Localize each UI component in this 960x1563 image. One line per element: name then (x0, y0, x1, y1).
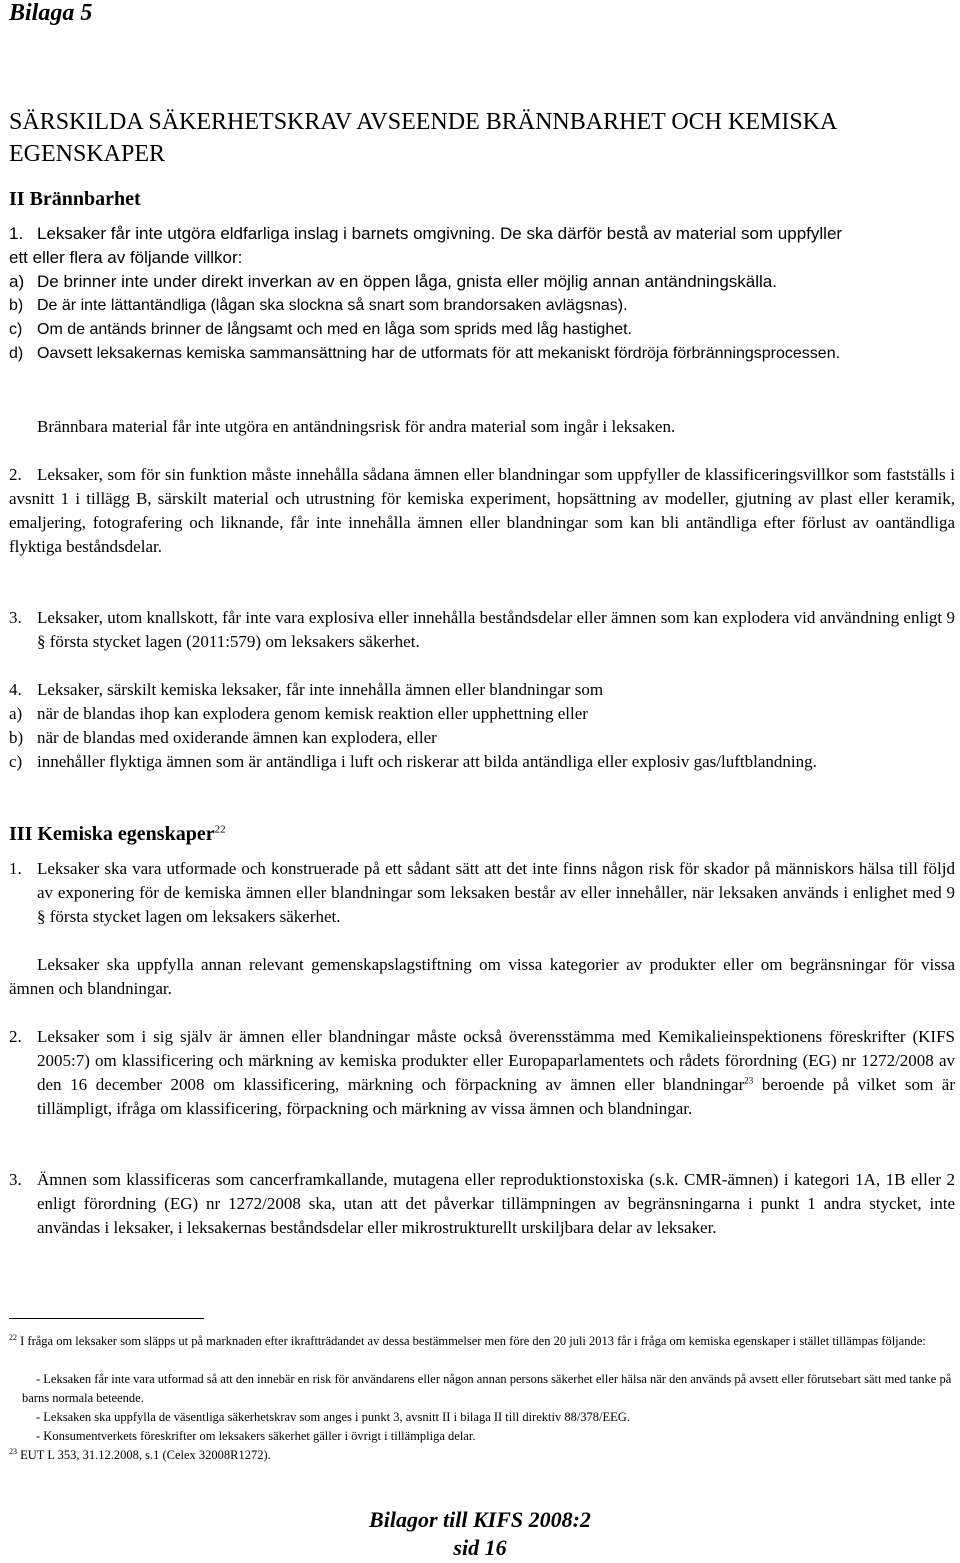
footer-title: Bilagor till KIFS 2008:2 (369, 1507, 591, 1532)
paragraph-line: Leksaker får inte utgöra eldfarliga inslag i barnets omgivning. De ska därför bestå av material som uppfyller (37, 224, 843, 243)
list-item-d (9, 342, 955, 390)
footnote-22 (9, 1332, 955, 1351)
footnote-number: 23 (9, 1446, 17, 1456)
list-label: b) (9, 728, 24, 747)
paragraph-number: 2. (9, 1027, 22, 1046)
list-label: d) (9, 345, 24, 362)
paragraph-2 (9, 463, 955, 583)
section-heading-kemiska (9, 823, 226, 846)
text-segment: Leksaker som i sig själv är ämnen eller blandningar måste också överensstämma med Kemikalieinspektionens föreskrifter (KIFS 2005:7) om klassificering och märkning av kemiska produkter eller Europaparlamentets och rådets förordning (EG) nr 1272/2008 av den 16 december 2008 om klassificering, märkning och förpackning av ämnen eller blandningar (37, 1027, 955, 1094)
paragraph-iii-3 (9, 1168, 955, 1264)
list-text: Om de antänds brinner de långsamt och med en låga som sprids med låg hastighet. (37, 321, 632, 338)
page-title: SÄRSKILDA SÄKERHETSKRAV AVSEENDE BRÄNNBARHET OCH KEMISKA EGENSKAPER (9, 109, 837, 167)
paragraph-text: Leksaker, som för sin funktion måste innehålla sådana ämnen eller blandningar som uppfyller de klassificeringsvillkor som fastställs i avsnitt 1 i tillägg B, särskilt material och utrustning för kemiska experiment, hopsättning av modeller, gjutning av plast eller keramik, emaljering, fotografering och liknande, får inte innehålla ämnen eller blandningar som kan bli antändliga efter förlust av oantändliga flyktiga beståndsdelar. (9, 465, 955, 556)
paragraph-number: 3. (9, 608, 22, 627)
list-label: c) (9, 321, 23, 338)
paragraph-number: 4. (9, 680, 22, 699)
paragraph-iii-2 (9, 1025, 955, 1145)
paragraph-iii-1 (9, 857, 955, 929)
paragraph-number: 1. (9, 859, 22, 878)
list-label: c) (9, 752, 23, 771)
list-label: a) (9, 704, 23, 723)
paragraph-text: Ämnen som klassificeras som cancerframkallande, mutagena eller reproduktionstoxiska (s.k. CMR-ämnen) i kategori 1A, 1B eller 2 enligt förordning (EG) nr 1272/2008 ska, utan att det påverkar tillämpningen av begränsningarna i punkt 1 andra stycket, inte användas i leksaker, i leksakernas beståndsdelar eller mikrostrukturellt urskiljbara delar av leksaker. (37, 1170, 955, 1237)
list-text: Oavsett leksakernas kemiska sammansättning har de utformats för att mekaniskt fördröja förbränningsprocessen. (37, 345, 841, 362)
paragraph-number: 2. (9, 465, 22, 484)
footnote-23 (9, 1446, 955, 1465)
list-text: när de blandas med oxiderande ämnen kan explodera, eller (37, 728, 437, 747)
footnote-bullet: - Konsumentverkets föreskrifter om leksakers säkerhet gäller i övrigt i tillämpliga delar. (36, 1429, 476, 1443)
paragraph-number: 1. (9, 224, 24, 243)
footnote-ref: 23 (744, 1075, 754, 1086)
paragraph-line: ett eller flera av följande villkor: (9, 248, 243, 267)
page-number: sid 16 (453, 1535, 507, 1560)
paragraph-text: Brännbara material får inte utgöra en antändningsrisk för andra material som ingår i leksaken. (37, 417, 676, 436)
paragraph-number: 3. (9, 1170, 22, 1189)
footnote-ref: 22 (214, 823, 226, 836)
footnote-bullet: - Leksaken får inte vara utformad så att den innebär en risk för användarens eller någon annan persons säkerhet eller hälsa när den används på avsett eller förutsebart sätt med tanke på barns normala beteende. (22, 1372, 952, 1405)
footnote-number: 22 (9, 1332, 17, 1342)
paragraph-text (37, 1025, 955, 1121)
list-label: b) (9, 297, 24, 314)
list-text: när de blandas ihop kan explodera genom kemisk reaktion eller upphettning eller (37, 704, 588, 723)
section-heading-brannbarhet: II Brännbarhet (9, 188, 141, 210)
paragraph-text: Leksaker ska uppfylla annan relevant gemenskapslagstiftning om vissa kategorier av produkter eller om begränsningar för vissa ämnen och blandningar. (9, 955, 955, 998)
list-text: De är inte lättantändliga (lågan ska slockna så snart som brandorsaken avlägsnas). (37, 297, 628, 314)
text-segment: beroende på vilket som är tillämpligt, ifråga om klassificering, förpackning och märkning av vissa ämnen och blandningar. (37, 1075, 955, 1118)
appendix-label: Bilaga 5 (9, 0, 93, 26)
footnote-bullet: - Leksaken ska uppfylla de väsentliga säkerhetskrav som anges i punkt 3, avsnitt II i bilaga II till direktiv 88/378/EEG. (36, 1410, 630, 1424)
list-text: innehåller flyktiga ämnen som är antändliga i luft och riskerar att bilda antändliga eller explosiv gas/luftblandning. (37, 752, 817, 771)
list-item-4c (9, 750, 955, 798)
list-label: a) (9, 272, 25, 291)
footnote-text: I fråga om leksaker som släpps ut på marknaden efter ikraftträdandet av dessa bestämmelser men före den 20 juli 2013 får i fråga om kemiska egenskaper i stället tillämpas följande: (17, 1334, 926, 1348)
heading-text: III Kemiska egenskaper (9, 823, 215, 845)
paragraph-text: Leksaker, särskilt kemiska leksaker, får inte innehålla ämnen eller blandningar som (37, 680, 604, 699)
paragraph-3 (9, 606, 955, 654)
footnote-divider (9, 1318, 204, 1319)
paragraph-text: Leksaker ska vara utformade och konstruerade på ett sådant sätt att det inte finns någon risk för skador på människors hälsa till följd av exponering för de kemiska ämnen eller blandningar som leksaken består av eller innehåller, när leksaken används i enlighet med 9 § första stycket lagen om leksakers säkerhet. (37, 859, 955, 926)
paragraph-text: Leksaker, utom knallskott, får inte vara explosiva eller innehålla beståndsdelar eller ämnen som kan explodera vid användning enligt 9 § första stycket lagen (2011:579) om leksakers säkerhet. (37, 608, 955, 651)
list-text: De brinner inte under direkt inverkan av en öppen låga, gnista eller möjlig annan antändningskälla. (37, 272, 777, 291)
footnote-text: EUT L 353, 31.12.2008, s.1 (Celex 32008R1272). (17, 1448, 271, 1462)
